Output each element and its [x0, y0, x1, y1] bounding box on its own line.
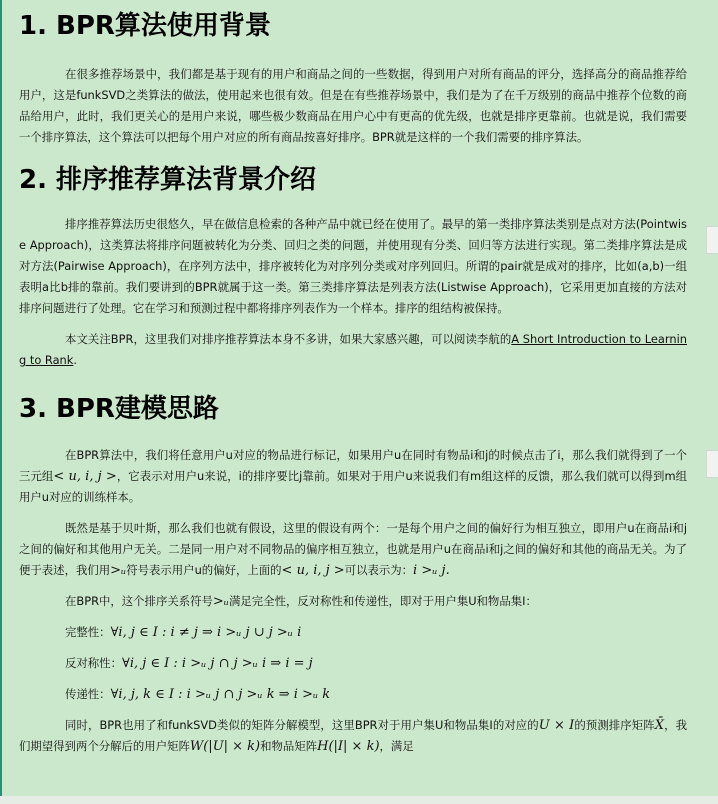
- paragraph: [19, 329, 687, 371]
- math-expression: H(|I| × k): [317, 739, 380, 754]
- math-expression: >ᵤ: [212, 594, 229, 609]
- side-tab[interactable]: [706, 450, 718, 478]
- math-expression: ∀i, j, k ∈ I : i >ᵤ j ∩ j >ᵤ k ⇒ i >ᵤ k: [110, 687, 331, 702]
- paragraph-text: 既然是基于贝叶斯，那么我们也就有假设，这里的假设有两个：一是每个用户之间的偏好行为相互独立，即用户u在商品i和j之间的偏好和其他用户无关。二是同一用户对不同物品的偏序相互独立，也就是用户u在商品i和j之间的偏好和其他的商品无关。为了便于表述，我们用: [19, 521, 687, 577]
- article-body: [19, 8, 687, 757]
- section-heading-3: 3. BPR建模思路: [19, 394, 219, 424]
- paragraph: 排序推荐算法历史很悠久，早在做信息检索的各种产品中就已经在使用了。最早的第一类排序算法类别是点对方法(Pointwise Approach)，这类算法将排序问题被转化为分类、回归之类的问题，并使用现有分类、回归等方法进行实现。第二类排序算法是成对方法(Pairwise Approach)，在序列方法中，排序被转化为对序列分类或对序列回归。所谓的pair就是成对的排序，比如(a,b)一组表明a比b排的靠前。我们要讲到的BPR就属于这一类。第三类排序算法是列表方法(Listwise Approach)，它采用更加直接的方法对排序问题进行了处理。它在学习和预测过程中都将排序列表作为一个样本。排序的组结构被保持。: [19, 217, 687, 315]
- math-expression: U × I: [538, 718, 575, 733]
- paragraph: 在很多推荐场景中，我们都是基于现有的用户和商品之间的一些数据，得到用户对所有商品的评分，选择高分的商品推荐给用户，这是funkSVD之类算法的做法，使用起来也很有效。但是在有些推荐场景中，我们是为了在千万级别的商品中推荐个位数的商品给用户，此时，我们更关心的是用户来说，哪些极少数商品在用户心中有更高的优先级，也就是排序更靠前。也就是说，我们需要一个排序算法，这个算法可以把每个用户对应的所有商品按喜好排序。BPR就是这样的一个我们需要的排序算法。: [19, 67, 687, 144]
- paragraph-text: 在BPR算法中，我们将任意用户u对应的物品进行标记，如果用户u在同时有物品i和j的时候点击了i，那么我们就得到了一个三元组: [19, 448, 687, 483]
- math-expression: ∀i, j ∈ I : i >ᵤ j ∩ j >ᵤ i ⇒ i = j: [121, 656, 313, 671]
- paragraph-text: 满足完全性，反对称性和传递性，即对于用户集U和物品集I：: [229, 594, 537, 608]
- paragraph-text: 在BPR中，这个排序关系符号: [65, 594, 213, 608]
- paragraph-text: ，满足: [379, 739, 414, 753]
- math-expression: >ᵤ: [110, 563, 127, 578]
- side-tab[interactable]: [706, 226, 718, 254]
- math-expression: < u, i, j >: [53, 469, 117, 484]
- property-transitivity: [19, 684, 687, 705]
- paragraph-text: .: [73, 353, 77, 367]
- paragraph-text: 可以表示为：: [344, 563, 414, 577]
- paragraph-text: 的预测排序矩阵: [574, 718, 655, 732]
- paragraph: [19, 715, 687, 757]
- section-heading-2: 2. 排序推荐算法背景介绍: [19, 165, 317, 195]
- paragraph-text: 和物品矩阵: [260, 739, 318, 753]
- math-expression: i >ᵤ j.: [413, 563, 450, 578]
- paragraph: [19, 445, 687, 508]
- section-heading-1: 1. BPR算法使用背景: [19, 11, 271, 41]
- paragraph: [19, 518, 687, 581]
- property-label: 完整性：: [65, 625, 111, 639]
- math-expression: W(|U| × k): [189, 739, 261, 754]
- reference-link[interactable]: A Short Introduction to Learning to Rank: [19, 332, 687, 367]
- left-accent-rule: [0, 0, 2, 796]
- paragraph: [19, 591, 687, 612]
- property-completeness: [19, 622, 687, 643]
- paragraph-text: ，它表示对用户u来说，i的排序要比j靠前。如果对于用户u来说我们有m组这样的反馈，那么我们就可以得到m组用户u对应的训练样本。: [19, 469, 688, 504]
- math-expression: < u, i, j >: [281, 563, 345, 578]
- bottom-bar: [0, 796, 718, 804]
- property-label: 传递性：: [65, 687, 111, 701]
- paragraph-text: ，我们期望得到两个分解后的用户矩阵: [19, 718, 688, 753]
- paragraph-text: 符号表示用户u的偏好，上面的: [126, 563, 282, 577]
- property-label: 反对称性：: [65, 656, 122, 670]
- property-antisymmetry: [19, 653, 687, 674]
- paragraph-text: 本文关注BPR，这里我们对排序推荐算法本身不多讲，如果大家感兴趣，可以阅读李航的: [65, 332, 512, 346]
- paragraph-text: 同时，BPR也用了和funkSVD类似的矩阵分解模型，这里BPR对于用户集U和物品集I的对应的: [65, 718, 539, 732]
- math-expression: ∀i, j ∈ I : i ≠ j ⇒ i >ᵤ j ∪ j >ᵤ i: [110, 625, 302, 640]
- math-expression: X̄: [654, 718, 665, 733]
